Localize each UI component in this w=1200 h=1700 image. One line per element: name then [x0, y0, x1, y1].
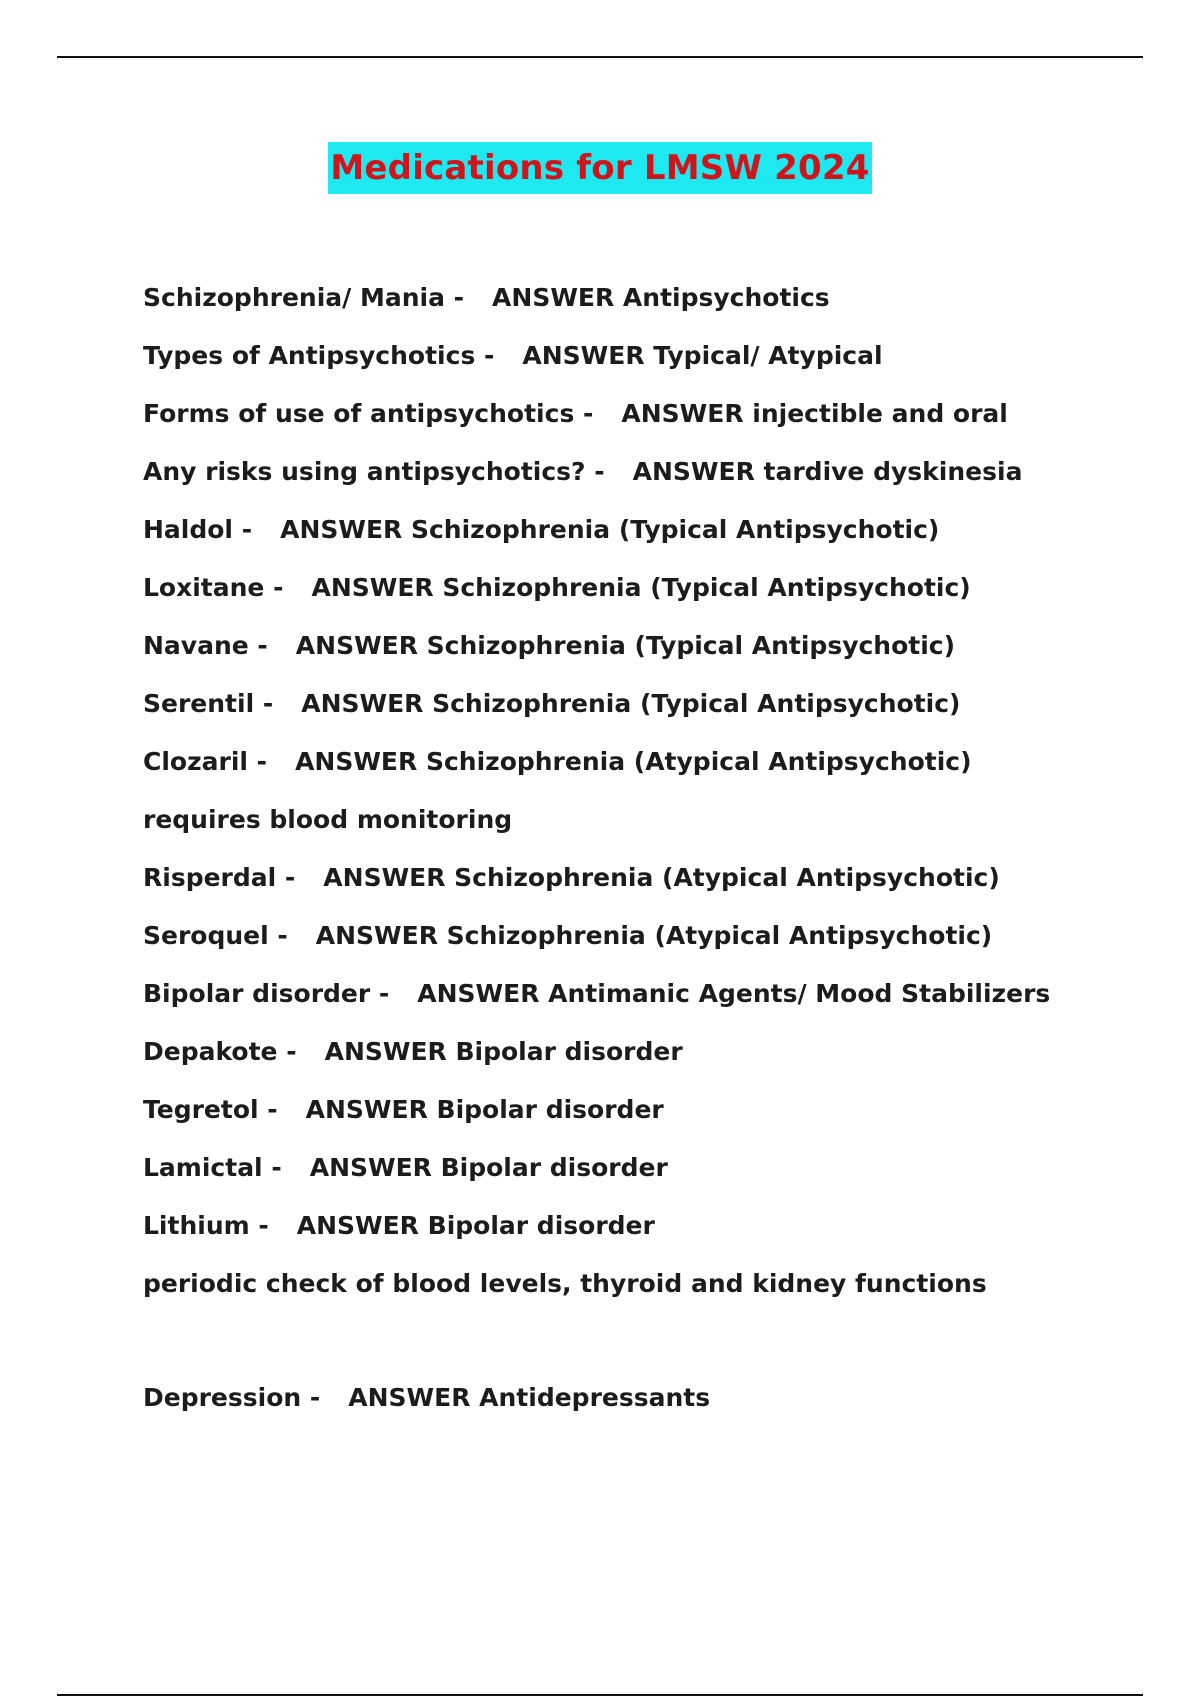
question: Bipolar disorder - — [143, 979, 390, 1008]
answer: ANSWER Schizophrenia (Typical Antipsychotic) — [311, 573, 971, 602]
qa-line — [143, 1023, 1143, 1081]
question: Lithium - — [143, 1211, 269, 1240]
blank-line — [143, 1313, 1143, 1369]
answer: ANSWER Schizophrenia (Typical Antipsychotic) — [295, 631, 956, 660]
qa-line — [143, 269, 1143, 327]
answer: ANSWER Schizophrenia (Typical Antipsychotic) — [280, 515, 940, 544]
note: requires blood monitoring — [143, 805, 513, 834]
qa-line — [143, 1139, 1143, 1197]
answer: ANSWER Schizophrenia (Atypical Antipsychotic) — [315, 921, 993, 950]
question: Lamictal - — [143, 1153, 282, 1182]
qa-line — [143, 385, 1143, 443]
note-line — [143, 1255, 1143, 1313]
answer: ANSWER Typical/ Atypical — [522, 341, 883, 370]
answer: ANSWER Bipolar disorder — [324, 1037, 683, 1066]
question: Any risks using antipsychotics? - — [143, 457, 605, 486]
question: Tegretol - — [143, 1095, 278, 1124]
answer: ANSWER injectible and oral — [621, 399, 1008, 428]
document-title: Medications for LMSW 2024 — [328, 142, 871, 194]
answer: ANSWER Antidepressants — [348, 1383, 711, 1412]
answer: ANSWER Bipolar disorder — [296, 1211, 655, 1240]
qa-line — [143, 617, 1143, 675]
qa-line — [143, 965, 1143, 1023]
question: Serentil - — [143, 689, 274, 718]
question: Types of Antipsychotics - — [143, 341, 495, 370]
question: Schizophrenia/ Mania - — [143, 283, 465, 312]
answer: ANSWER tardive dyskinesia — [632, 457, 1023, 486]
bottom-rule — [57, 1694, 1143, 1696]
question: Loxitane - — [143, 573, 284, 602]
answer: ANSWER Schizophrenia (Atypical Antipsychotic) — [295, 747, 972, 776]
question: Depression - — [143, 1383, 321, 1412]
qa-line — [143, 1369, 1143, 1427]
qa-line — [143, 1081, 1143, 1139]
answer: ANSWER Bipolar disorder — [305, 1095, 664, 1124]
qa-line — [143, 675, 1143, 733]
answer: ANSWER Antimanic Agents/ Mood Stabilizers — [417, 979, 1051, 1008]
top-rule — [57, 56, 1143, 58]
question: Haldol - — [143, 515, 253, 544]
qa-line — [143, 559, 1143, 617]
title-container — [0, 142, 1200, 194]
note: periodic check of blood levels, thyroid and kidney functions — [143, 1269, 987, 1298]
answer: ANSWER Schizophrenia (Typical Antipsychotic) — [301, 689, 961, 718]
question: Depakote - — [143, 1037, 297, 1066]
note-line — [143, 791, 1143, 849]
qa-line — [143, 849, 1143, 907]
qa-line — [143, 443, 1143, 501]
answer: ANSWER Bipolar disorder — [309, 1153, 668, 1182]
question: Clozaril - — [143, 747, 268, 776]
qa-line — [143, 501, 1143, 559]
question: Risperdal - — [143, 863, 296, 892]
qa-list — [143, 269, 1143, 1427]
answer: ANSWER Schizophrenia (Atypical Antipsychotic) — [323, 863, 1000, 892]
qa-line — [143, 907, 1143, 965]
question: Forms of use of antipsychotics - — [143, 399, 594, 428]
answer: ANSWER Antipsychotics — [492, 283, 830, 312]
qa-line — [143, 733, 1143, 791]
question: Seroquel - — [143, 921, 288, 950]
question: Navane - — [143, 631, 268, 660]
qa-line — [143, 1197, 1143, 1255]
qa-line — [143, 327, 1143, 385]
